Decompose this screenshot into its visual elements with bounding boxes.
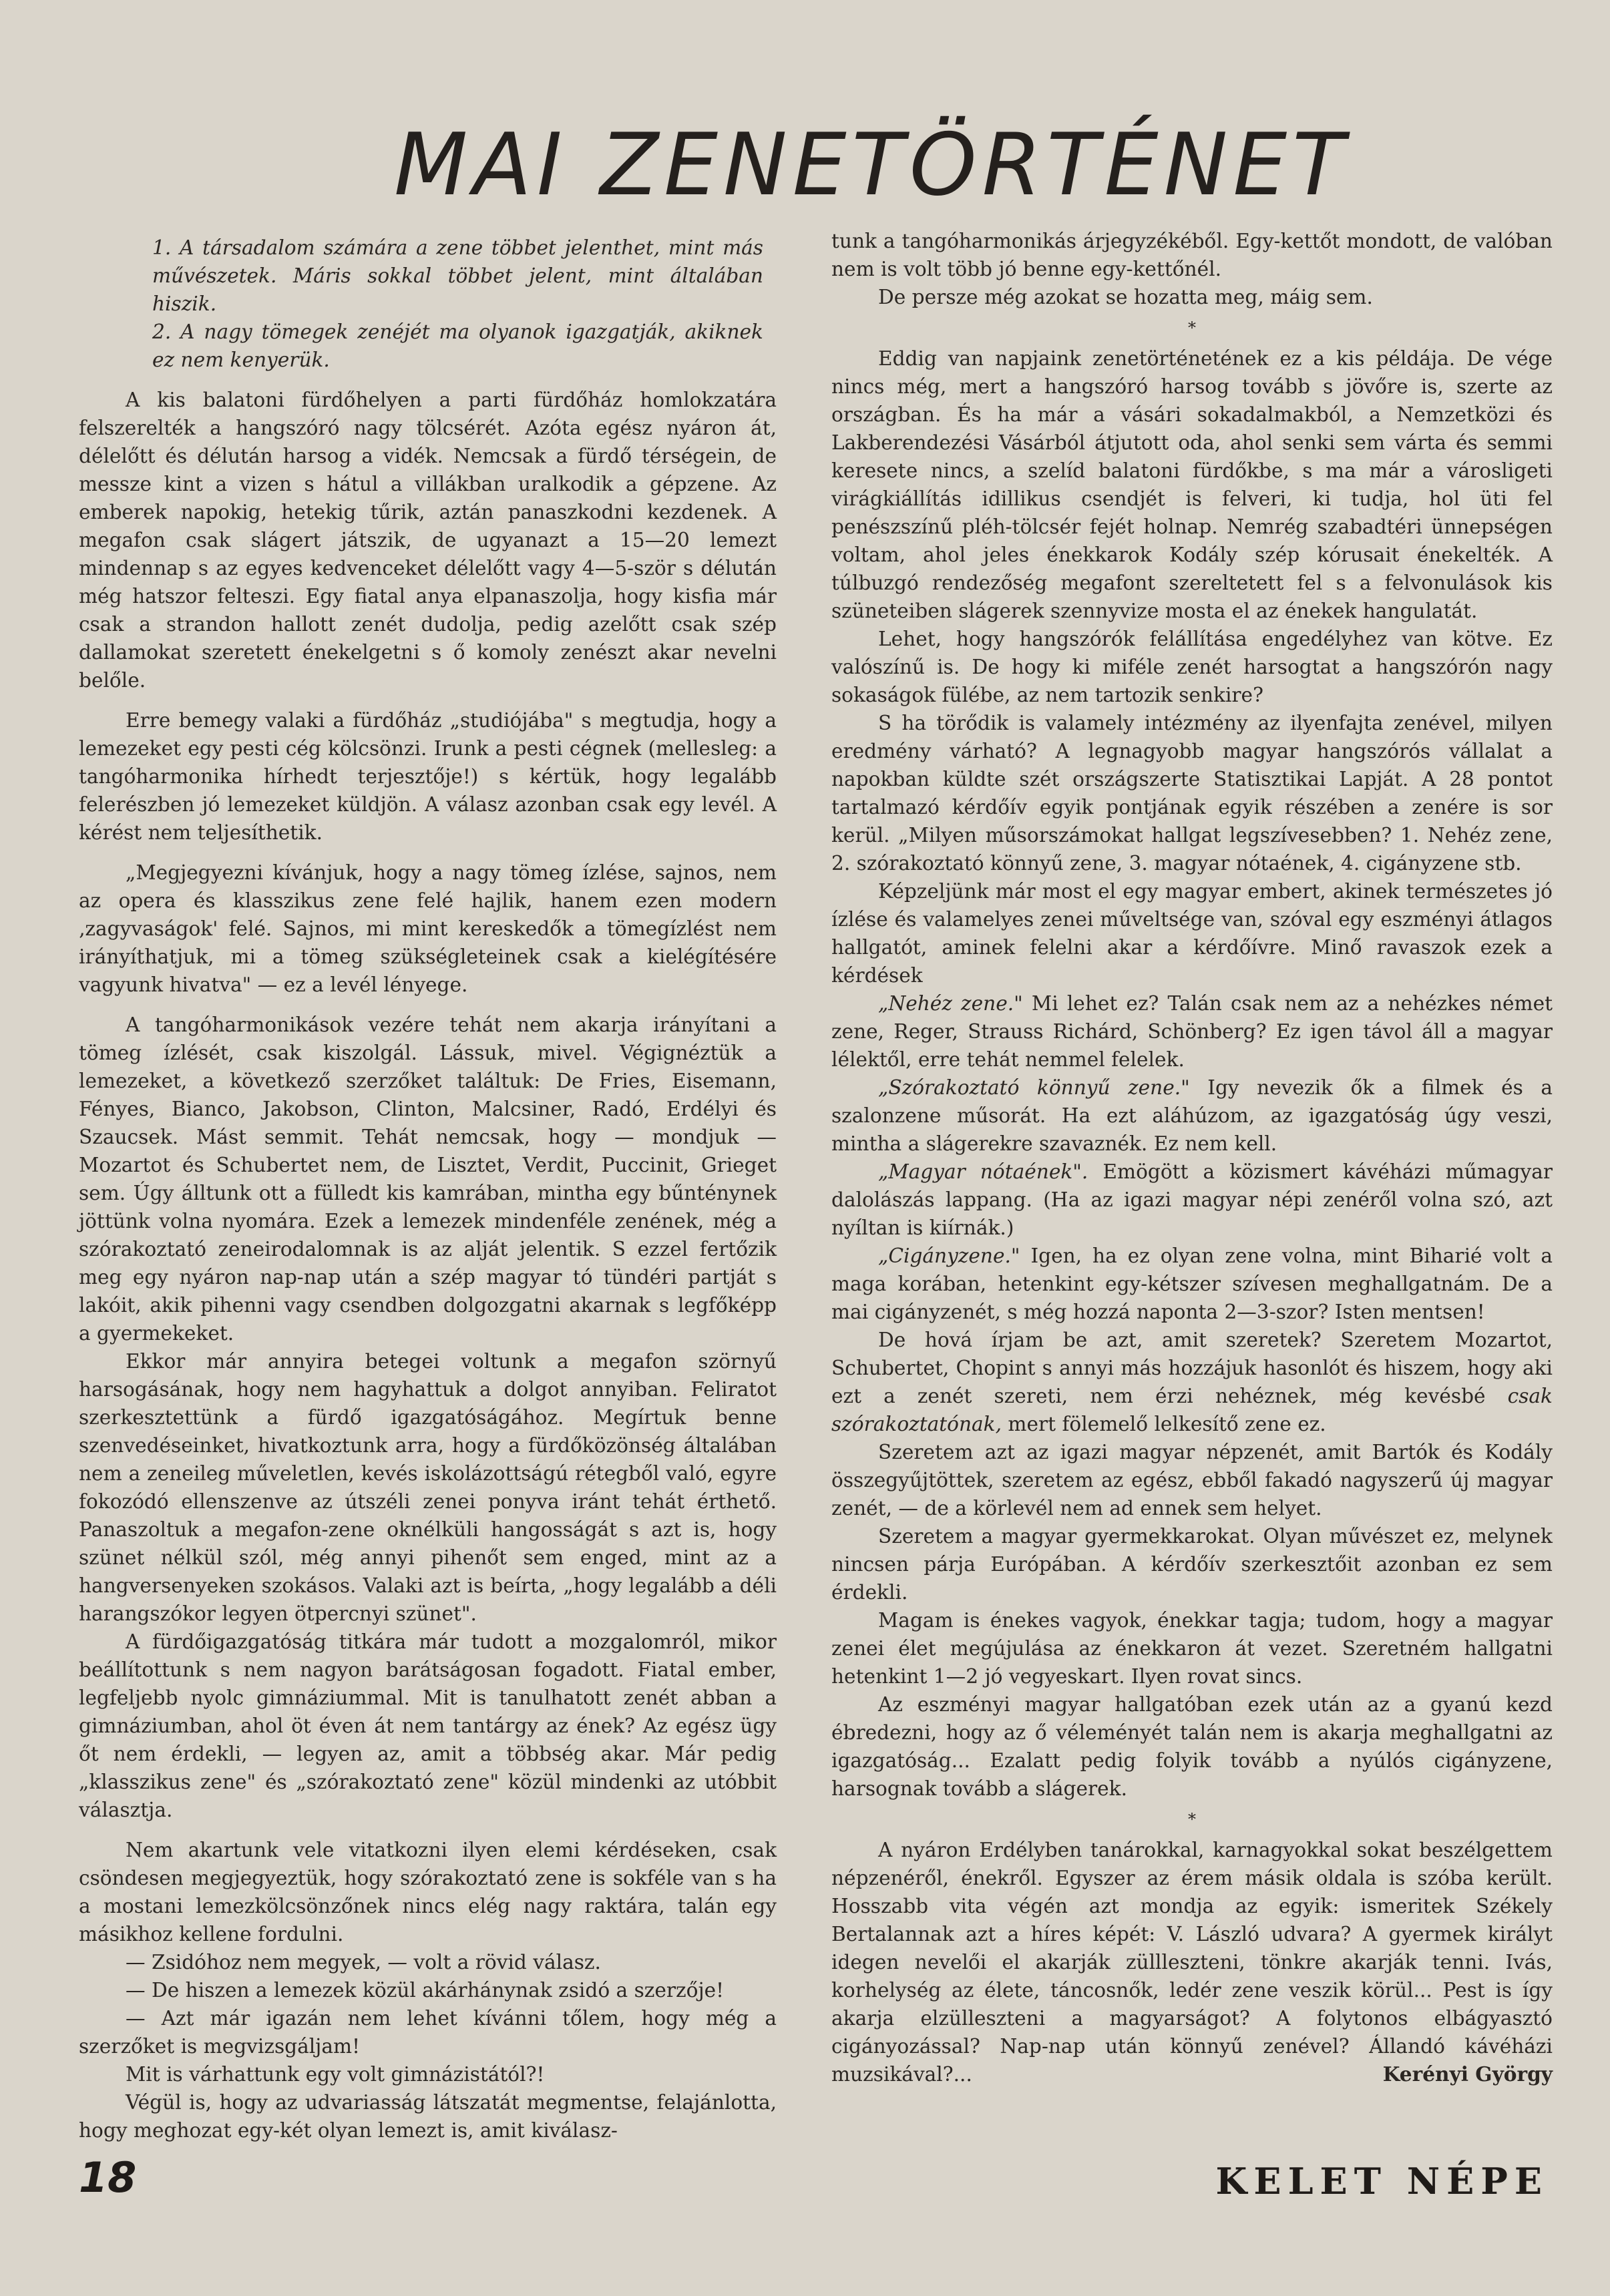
section-separator: * — [1188, 1810, 1196, 1829]
paragraph: Az eszményi magyar hallgatóban ezek után az a gyanú kezd ébredezni, hogy az ő véleményét talán nem is akarja meghallgatni az igazgatóság... Ezalatt pedig folyik tovább a nyúlós cigányzene, harsognak tovább a slágerek. — [831, 1693, 1553, 1800]
right-column — [831, 227, 1553, 2088]
paragraph: Végül is, hogy az udvariasság látszatát megmentse, felajánlotta, hogy meghozat egy-két olyan lemezt is, amit kiválasz- — [79, 2091, 777, 2142]
paragraph — [831, 1326, 1553, 1438]
question-term: „Nehéz zene." — [878, 992, 1023, 1015]
paragraph: — Zsidóhoz nem megyek, — volt a rövid válasz. — [126, 1951, 601, 1974]
paragraph: Ekkor már annyira betegei voltunk a megafon szörnyű harsogásának, hogy nem hagyhattuk a dolgot annyiban. Feliratot szerkesztettünk a fürdő igazgatóságához. Megírtuk benne szenvedéseinket, hivatkoztunk arra, hogy a fürdőközönség általában nem a zeneileg műveletlen, kevés iskolázottságú rétegből való, egyre fokozódó ellenszenve az útszéli zenei ponyva iránt tehát érthető. Panaszoltuk a megafon-zene oknélküli hangosságát s azt is, hogy szünet nélkül szól, még annyi pihenőt sem enged, mint az a hangversenyeken szokásos. Valaki azt is beírta, „hogy legalább a déli harangszókor legyen ötpercnyi szünet". — [79, 1350, 777, 1625]
paragraph: Képzeljünk már most el egy magyar embert, akinek természetes jó ízlése és valamelyes zenei műveltsége van, szóval egy eszményi átlagos hallgatót, aminek felelni akar a kérdőívre. Minő ravaszok ezek a kérdések — [831, 880, 1553, 987]
paragraph: Eddig van napjaink zenetörténetének ez a kis példája. De vége nincs még, mert a hangszóró harsog tovább s jövőre is, szerte az országban. És ha már a vásári sokadalmakból, a Nemzetközi és Lakberendezési Vásárból átjutott oda, ahol senki sem várta és semmi keresete nincs, a szelíd balatoni fürdőkbe, s ma már a városligeti virágkiállítás idillikus csendjét is felveri, ki tudja, hol üti fel penészszínű pléh-tölcsér fejét holnap. Nemrég szabadtéri ünnepségen voltam, ahol jeles énekkarok Kodály szép kórusait énekelték. A túlbuzgó rendezőség megafont szereltetett fel s a felvonulások kis szüneteiben slágerek szennyvize mosta el az énekek hangulatát. — [831, 347, 1553, 622]
paragraph: De persze még azokat se hozatta meg, máig sem. — [878, 286, 1373, 308]
paragraph: Szeretem a magyar gyermekkarokat. Olyan művészet ez, melynek nincsen párja Európában. A kérdőív szerkesztőit azonban ez sem érdekli. — [831, 1525, 1553, 1604]
paragraph: S ha törődik is valamely intézmény az ilyenfajta zenével, milyen eredmény várható? A legnagyobb magyar hangszórós vállalat a napokban küldte szét országszerte Statisztikai Lapját. A 28 pontot tartalmazó kérdőív egyik pontjának egyik részében a zenére is sor kerül. „Milyen műsorszámokat hallgat legszívesebben? 1. Nehéz zene, 2. szórakoztató könnyű zene, 3. magyar nótaének, 4. cigányzene stb. — [831, 712, 1553, 875]
question-term: „Szórakoztató könnyű zene." — [878, 1076, 1190, 1099]
paragraph-text: mert fölemelő lelkesítő zene ez. — [1002, 1413, 1326, 1435]
motto — [79, 234, 777, 374]
question-term: „Magyar nótaének". — [878, 1160, 1088, 1183]
question-text: Igen, ha ez olyan zene volna, mint Biharié volt a maga korában, hetenkint egy-kétszer szívesen meghallgatnám. De a mai cigányzenét, s még hozzá naponta 2—3-szor? Isten mentsen! — [831, 1244, 1553, 1323]
paragraph-text: De hová írjam be azt, amit szeretek? Szeretem Mozartot, Schubertet, Chopint s annyi más hozzájuk hasonlót és hiszem, hogy aki ezt a zenét szereti, nem érzi nehéznek, még kevésbé — [831, 1329, 1553, 1407]
paragraph: Erre bemegy valaki a fürdőház „studiójába" s megtudja, hogy a lemezeket egy pesti cég kölcsönzi. Irunk a pesti cégnek (mellesleg: a tangóharmonika hírhedt terjesztője!) s kértük, hogy legalább felerészben jó lemezeket küldjön. A válasz azonban csak egy levél. A kérést nem teljesíthetik. — [79, 709, 777, 844]
left-column — [79, 234, 777, 2144]
motto-line: 1. A társadalom számára a zene többet jelenthet, mint más művészetek. Máris sokkal többet jelent, mint általában hiszik. — [152, 236, 763, 315]
paragraph: Mit is várhattunk egy volt gimnázistától?! — [126, 2063, 545, 2086]
paragraph: tunk a tangóharmonikás árjegyzékéből. Egy-kettőt mondott, de valóban nem is volt több jó benne egy-kettőnél. — [831, 230, 1553, 280]
section-separator: * — [1188, 318, 1196, 337]
question-paragraph — [831, 989, 1553, 1074]
paragraph: Nem akartunk vele vitatkozni ilyen elemi kérdéseken, csak csöndesen megjegyeztük, hogy szórakoztató zene is sokféle van s ha a mostani lemezkölcsönzőnek nincs elég nagy raktára, talán egy másikhoz kellene fordulni. — [79, 1839, 777, 1945]
article-title: MAI ZENETÖRTÉNET — [394, 116, 1350, 215]
italic-phrase: csak szórakoztatónak, — [831, 1385, 1553, 1435]
paragraph: A tangóharmonikások vezére tehát nem akarja irányítani a tömeg ízlését, csak kiszolgál. Lássuk, mivel. Végignéztük a lemezeket, a következő szerzőket találtuk: De Fries, Eisemann, Fényes, Bianco, Jakobson, Clinton, Malcsiner, Radó, Erdélyi és Szaucsek. Mást semmit. Tehát nemcsak, hogy — mondjuk — Mozartot és Schubertet nem, de Lisztet, Verdit, Puccinit, Grieget sem. Úgy álltunk ott a fülledt kis kamrában, mintha egy bűnténynek jöttünk volna nyomára. Ezek a lemezek mindenféle zenének, még a szórakoztató zeneirodalomnak is az alját jelentik. S ezzel fertőzik meg egy nyáron nap-nap után a szép magyar tó tündéri partját s lakóit, akik pihenni vagy csendben dolgozgatni akarnak s legfőképp a gyermekeket. — [79, 1013, 777, 1345]
motto-line: 2. A nagy tömegek zenéjét ma olyanok igazgatják, akiknek ez nem kenyerük. — [152, 320, 763, 371]
paragraph: Lehet, hogy hangszórók felállítása engedélyhez van kötve. Ez valószínű is. De hogy ki miféle zenét harsogtat a hangszórón nagy sokaságok fülébe, az nem tartozik senkire? — [831, 628, 1553, 706]
paragraph: — Azt már igazán nem lehet kívánni tőlem, hogy még a szerzőket is megvizsgáljam! — [79, 2007, 777, 2058]
page-number: 18 — [79, 2153, 137, 2202]
paragraph: A kis balatoni fürdőhelyen a parti fürdőház homlokzatára felszerelték a hangszóró nagy tölcsérét. Azóta egész nyáron át, délelőtt és délután harsog a vidék. Nemcsak a fürdő térségein, de messze kint a vizen s hátul a villákban uralkodik a gépzene. Az emberek napokig, hetekig tűrik, aztán panaszkodni kezdenek. A megafon csak slágert játszik, de ugyanazt a 15—20 lemezt mindennap s az egyes kedvenceket délelőtt vagy 4—5-ször s délután még hatszor felteszi. Egy fiatal anya elpanaszolja, hogy kisfia már csak a strandon hallott zenét dudolja, pedig azelőtt csak szép dallamokat szeretett énekelgetni s ő komoly zenészt akar nevelni belőle. — [79, 389, 777, 692]
question-text: Mi lehet ez? Talán csak nem az a nehézkes német zene, Reger, Strauss Richárd, Schönberg? Ez igen távol áll a magyar lélektől, erre tehát nemmel felelek. — [831, 992, 1553, 1071]
question-paragraph — [831, 1242, 1553, 1326]
question-paragraph — [831, 1074, 1553, 1158]
paragraph: Szeretem azt az igazi magyar népzenét, amit Bartók és Kodály összegyűjtöttek, szeretem az egész, ebből fakadó nagyszerű új magyar zenét, — de a körlevél nem ad ennek sem helyet. — [831, 1441, 1553, 1520]
paragraph: — De hiszen a lemezek közül akárhánynak zsidó a szerzője! — [126, 1979, 725, 2002]
paragraph — [831, 1836, 1553, 2088]
author-signature: Kerényi György — [1382, 2062, 1553, 2086]
question-paragraph — [831, 1158, 1553, 1242]
magazine-name: KELET NÉPE — [1215, 2160, 1549, 2203]
question-text: Emögött a közismert kávéházi műmagyar dalolászás lappang. (Ha az igazi magyar népi zenéről volna szó, azt nyíltan is kiírnák.) — [831, 1160, 1553, 1239]
paragraph: A fürdőigazgatóság titkára már tudott a mozgalomról, mikor beállítottunk s nem nagyon barátságosan fogadott. Fiatal ember, legfeljebb nyolc gimnáziummal. Mit is tanulhatott zenét abban a gimnáziumban, ahol öt éven át nem tantárgy az ének? Az egész ügy őt nem érdekli, — legyen az, amit a többség akar. Már pedig „klasszikus zene" és „szórakoztató zene" közül mindenki az utóbbit választja. — [79, 1630, 777, 1821]
paragraph: „Megjegyezni kívánjuk, hogy a nagy tömeg ízlése, sajnos, nem az opera és klasszikus zene felé hajlik, hanem ezen modern ‚zagyvaságok' felé. Sajnos, mi mint kereskedők a tömegízlést nem irányíthatjuk, mi a tömeg szükségleteinek csak a kielégítésére vagyunk hivatva" — ez a levél lényege. — [79, 861, 777, 996]
question-text: Igy nevezik ők a filmek és a szalonzene műsorát. Ha ezt aláhúzom, az igazgatóság úgy veszi, mintha a slágerekre szavaznék. Ez nem kell. — [831, 1076, 1553, 1155]
question-term: „Cigányzene." — [878, 1244, 1020, 1267]
paragraph: Magam is énekes vagyok, énekkar tagja; tudom, hogy a magyar zenei élet megújulása az énekkaron át vezet. Szeretném hallgatni hetenkint 1—2 jó vegyeskart. Ilyen rovat sincs. — [831, 1609, 1553, 1688]
paragraph-text: A nyáron Erdélyben tanárokkal, karnagyokkal sokat beszélgettem népzenéről, énekről. Egyszer az érem másik oldala is szóba került. Hosszabb vita végén azt mondja az egyik: ismeritek Székely Bertalannak azt a híres képét: V. László udvara? A gyermek királyt idegen nevelői el akarják züllleszteni, tönkre akarják tenni. Ivás, korhelység az élete, táncosnők, ledér zene veszik körül... Pest is így akarja elzülleszteni a magyarságot? A folytonos elbágyasztó cigányozással? Nap-nap után könnyű zenével? Állandó kávéházi muzsikával?... — [831, 1839, 1553, 2086]
